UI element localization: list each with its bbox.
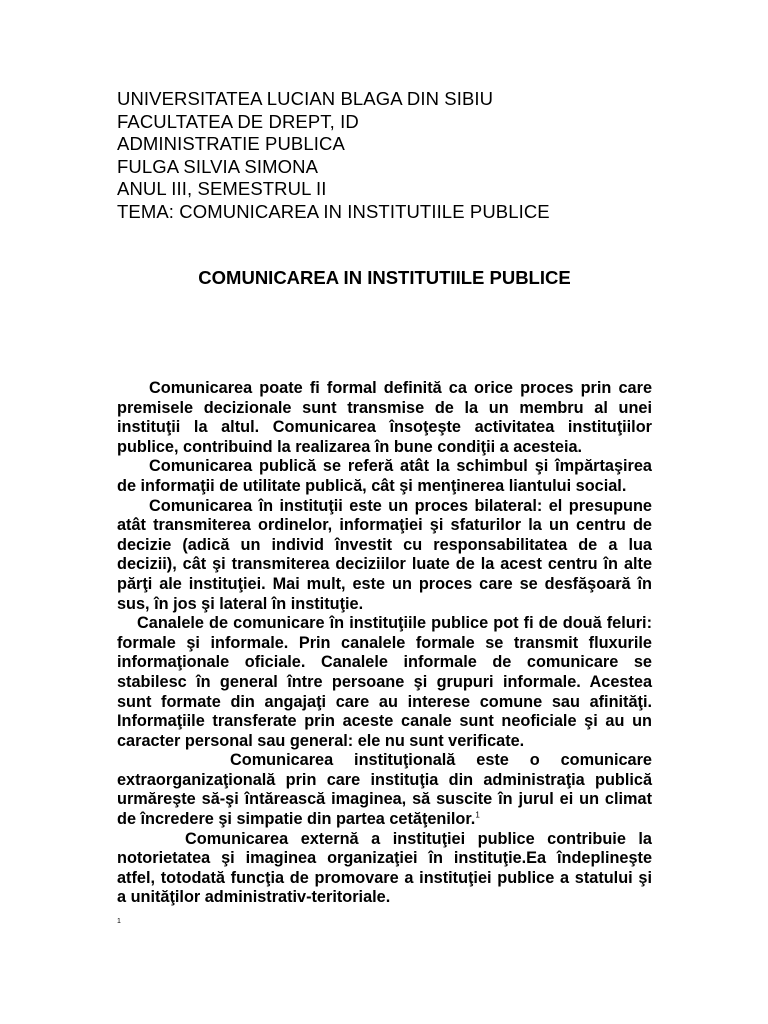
header-author: FULGA SILVIA SIMONA (117, 155, 319, 177)
footnote-marker: 1 (117, 918, 121, 925)
header-year-semester: ANUL III, SEMESTRUL II (117, 178, 327, 199)
document-title: COMUNICAREA IN INSTITUTIILE PUBLICE (198, 267, 571, 288)
body-paragraph: Comunicarea poate fi formal definită ca orice proces prin care premisele decizionale sunt transmise de la un membru al unei instituţii la altul. Comunicarea însoţeşte activitatea instituţiilor publice, contribuind la realizarea în bune condiţii a acesteia. (117, 379, 652, 456)
body-paragraph-with-footnote (117, 751, 652, 829)
body-paragraph: Canalele de comunicare în instituţiile publice pot fi de două feluri: formale şi informale. Prin canalele formale se transmit fluxurile informaţionale oficiale. Canalele informale de comunicare se stabilesc în general între persoane şi grupuri informale. Acestea sunt formate din angajaţi care au interese comune sau afinităţi. Informaţiile transferate prin aceste canale sunt neoficiale şi au un caracter personal sau general: ele nu sunt verificate. (117, 614, 652, 750)
header-university: UNIVERSITATEA LUCIAN BLAGA DIN SIBIU (117, 88, 494, 109)
document-body (117, 379, 652, 908)
body-paragraph: Comunicarea externă a instituţiei publice contribuie la notorietatea şi imaginea organizaţiei în instituţie.Ea îndeplineşte atfel, totodată funcţia de promovare a instituţiei publice a statului şi a unităţilor administrativ-teritoriale. (117, 829, 652, 907)
document-header (117, 88, 677, 223)
body-paragraph: Comunicarea publică se referă atât la schimbul şi împărtaşirea de informaţii de utilitate publică, cât şi menţinerea liantului social. (117, 457, 652, 495)
header-specialization: ADMINISTRATIE PUBLICA (117, 133, 345, 154)
header-topic: TEMA: COMUNICAREA IN INSTITUTIILE PUBLICE (117, 200, 550, 222)
body-paragraph-text: Comunicarea instituţională este o comunicare extraorganizaţională prin care instituţia din administraţia publică urmăreşte să-şi întărească imaginea, să suscite în jurul ei un climat de încredere şi simpatie din partea cetăţenilor. (117, 751, 652, 829)
header-faculty: FACULTATEA DE DREPT, ID (117, 110, 359, 132)
footnote-reference[interactable]: 1 (475, 810, 480, 820)
body-paragraph: Comunicarea în instituţii este un proces bilateral: el presupune atât transmiterea ordinelor, informaţiei şi sfaturilor la un centru de decizie (adică un individ învestit cu responsabilitatea de a lua decizii), cât şi transmiterea deciziilor luate de la acest centru în alte părţi ale instituţiei. Mai mult, este un proces care se desfăşoară în sus, în jos şi lateral în instituţie. (117, 496, 652, 613)
